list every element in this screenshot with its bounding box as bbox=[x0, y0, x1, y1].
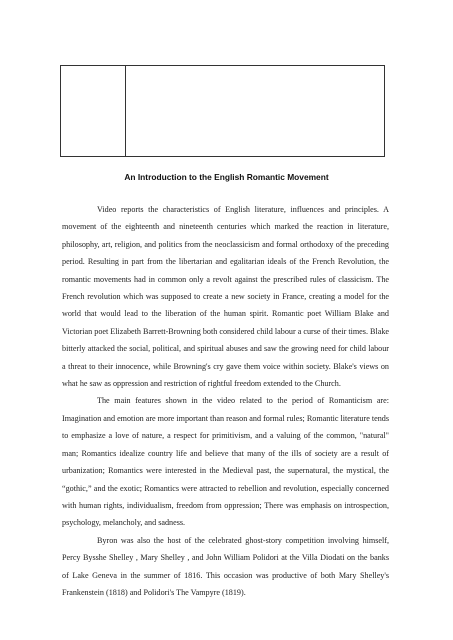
header-table-left-cell bbox=[61, 66, 126, 156]
document-body bbox=[62, 201, 389, 601]
paragraph: The main features shown in the video related to the period of Romanticism are: Imagination and emotion are more important than reason and formal rules; Romantic literature tends to emphasize a love of nature, a respect for primitivism, and a valuing of the common, "natural" man; Romantics idealize country life and believe that many of the ills of society are a result of urbanization; Romantics were interested in the Medieval past, the supernatural, the mystical, the “gothic,” and the exotic; Romantics were attracted to rebellion and revolution, especially concerned with human rights, individualism, freedom from oppression; There was emphasis on introspection, psychology, melancholy, and sadness. bbox=[62, 396, 389, 528]
header-table bbox=[60, 65, 385, 157]
paragraph: Video reports the characteristics of English literature, influences and principles. A movement of the eighteenth and nineteenth centuries which marked the reaction in literature, philosophy, art, religion, and politics from the neoclassicism and formal orthodoxy of the preceding period. Resulting in part from the libertarian and egalitarian ideals of the French Revolution, the romantic movements had in common only a revolt against the prescribed rules of classicism. The French revolution which was supposed to create a new society in France, creating a model for the world that would lead to the liberation of the human spirit. Romantic poet William Blake and Victorian poet Elizabeth Barrett-Browning both considered child labour a curse of their times. Blake bitterly attacked the social, political, and spiritual abuses and saw the growing need for child labour a threat to their innocence, while Browning's cry gave them voice within society. Blake's views on what he saw as oppression and restriction of rightful freedom extended to the Church. bbox=[62, 205, 389, 389]
paragraph: Byron was also the host of the celebrated ghost-story competition involving himself, Percy Bysshe Shelley , Mary Shelley , and John William Polidori at the Villa Diodati on the banks of Lake Geneva in the summer of 1816. This occasion was productive of both Mary Shelley's Frankenstein (1818) and Polidori's The Vampyre (1819). bbox=[62, 535, 389, 597]
document-title: An Introduction to the English Romantic Movement bbox=[124, 172, 329, 182]
header-table-right-cell bbox=[126, 66, 384, 156]
